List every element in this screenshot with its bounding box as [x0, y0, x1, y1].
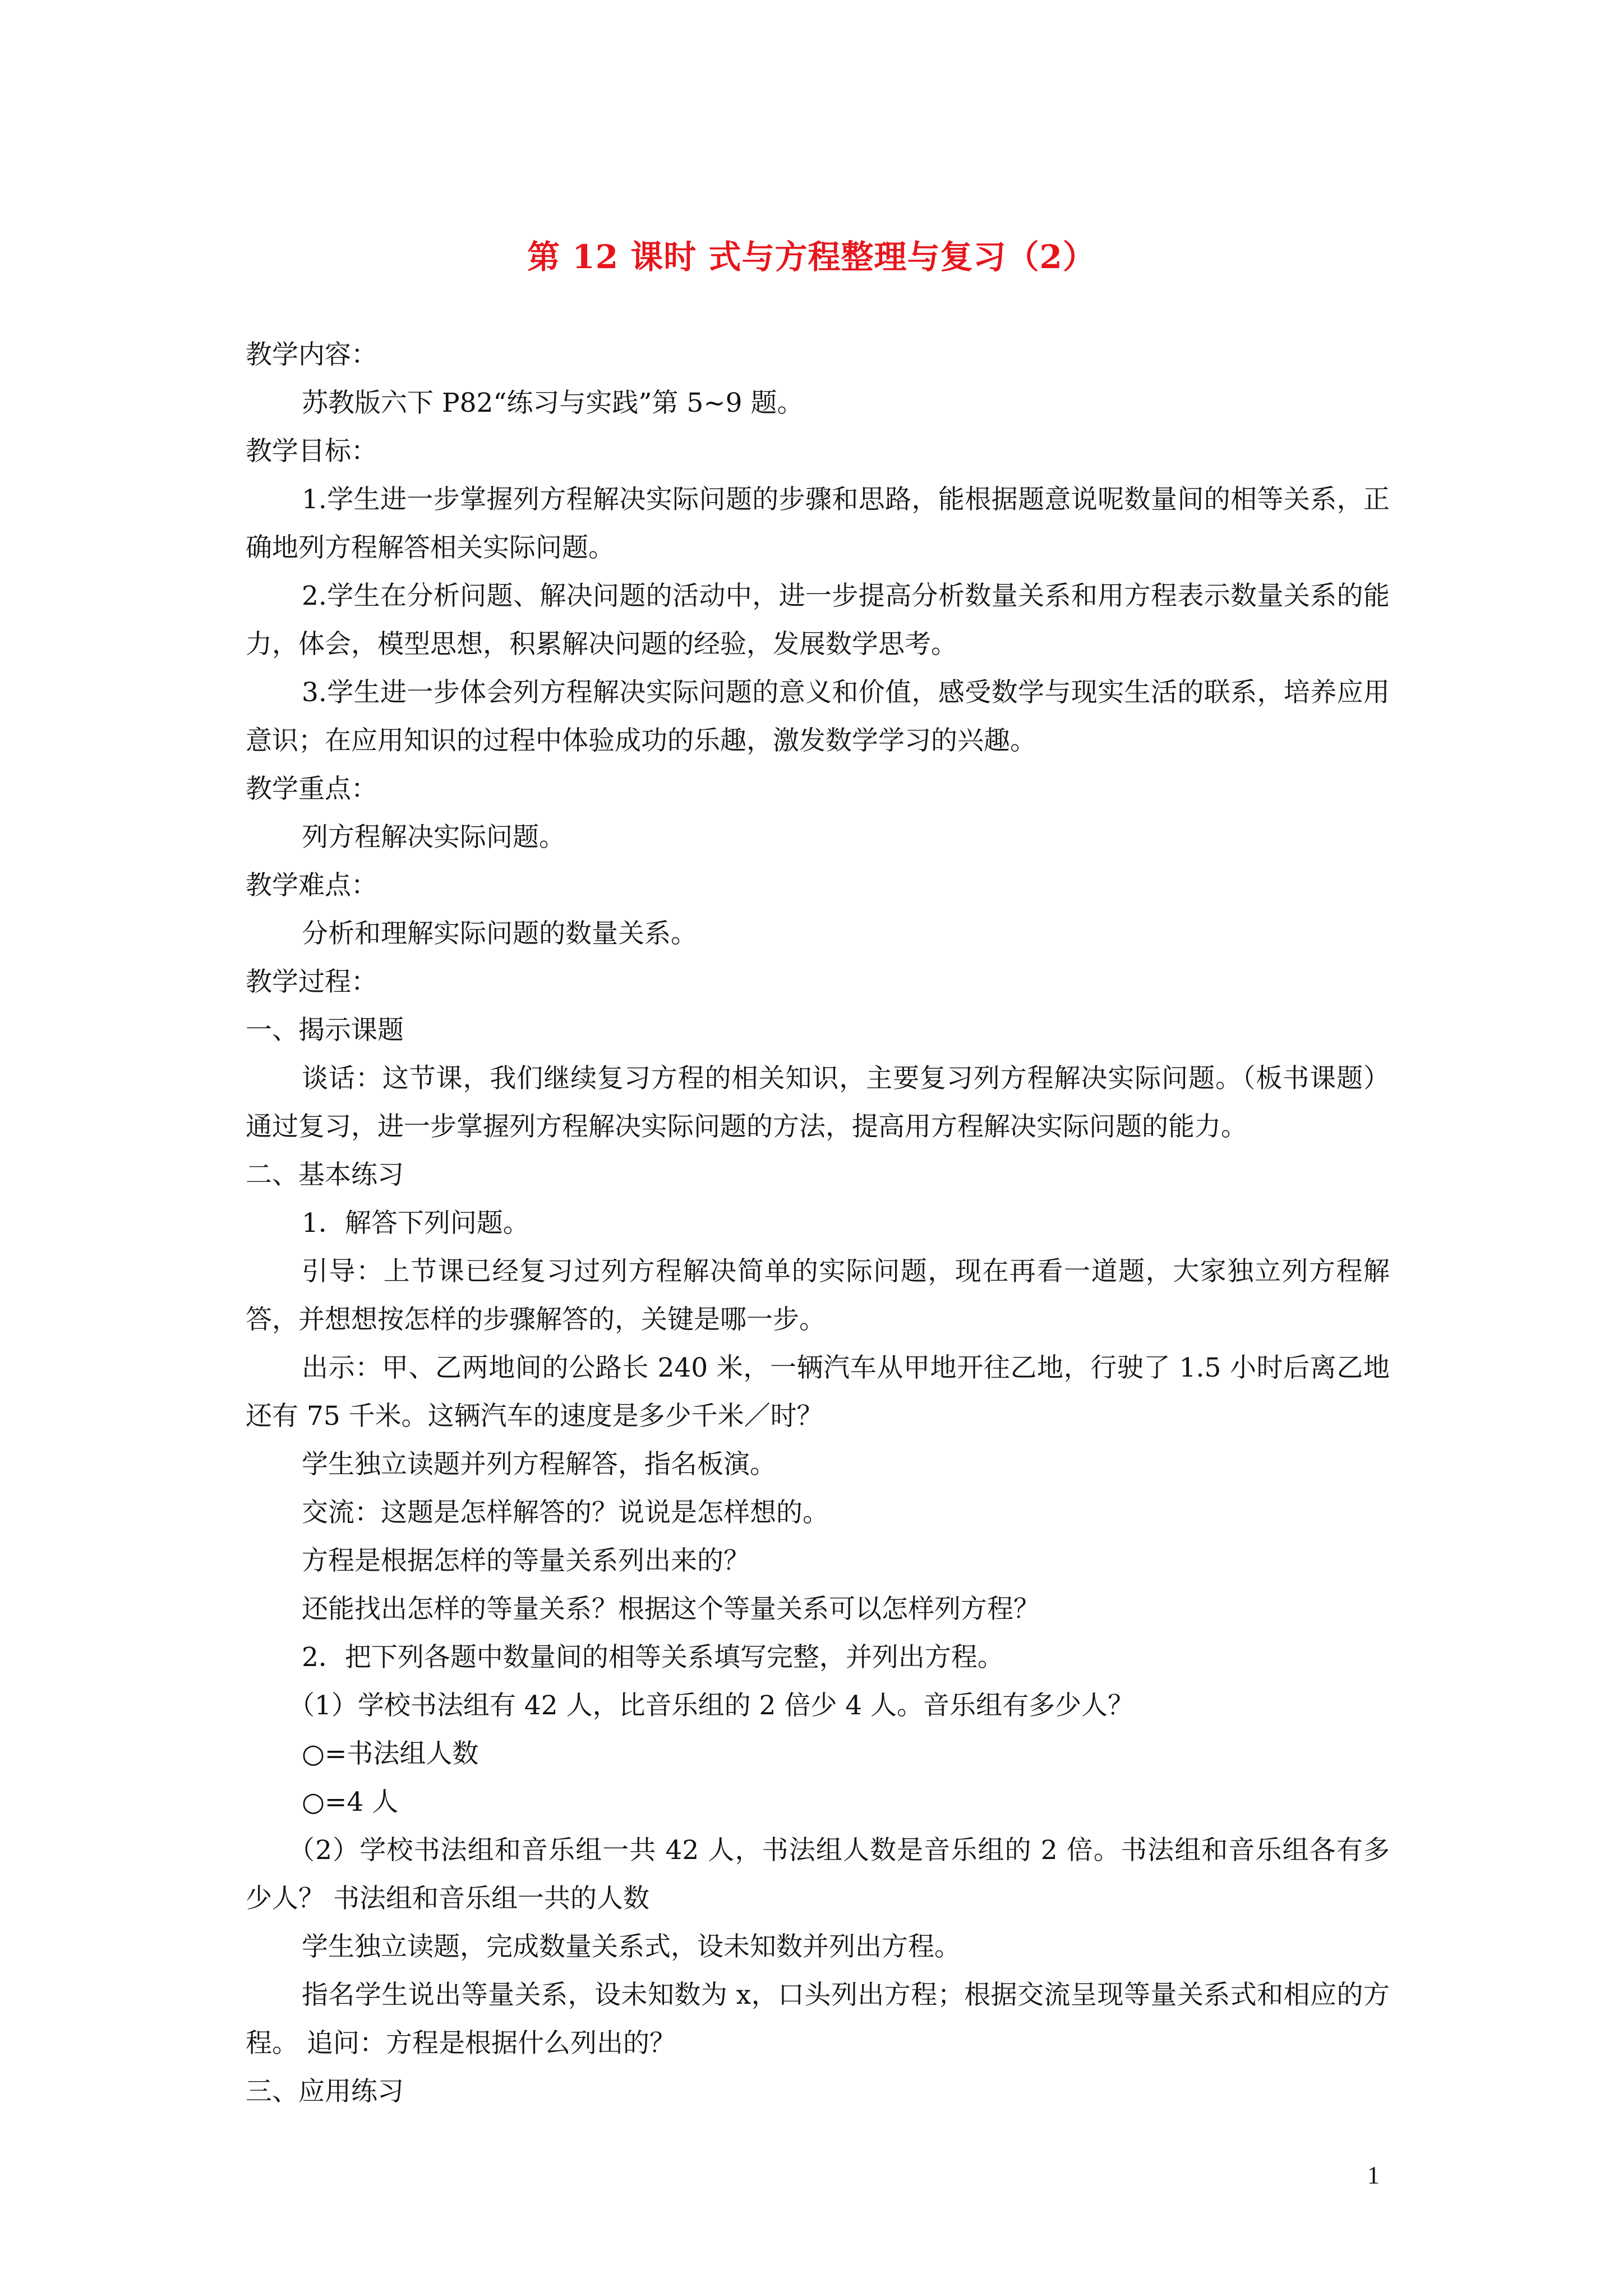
paragraph-difficulties: 分析和理解实际问题的数量关系。 — [302, 918, 697, 949]
paragraph-equation-discussion: 指名学生说出等量关系，设未知数为 x，口头列出方程；根据交流呈现等量关系式和相应的方程。 追问：方程是根据什么列出的？ — [246, 1980, 1390, 2059]
document-body — [246, 331, 1390, 2116]
exercise-1-heading: 1．解答下列问题。 — [302, 1208, 529, 1239]
heading-key-points: 教学重点： — [246, 774, 377, 804]
exercise-2-item-1: （1）学校书法组有 42 人，比音乐组的 2 倍少 4 人。音乐组有多少人？ — [288, 1690, 1135, 1721]
paragraph-textbook-reference: 苏教版六下 P82“练习与实践”第 5~9 题。 — [302, 388, 804, 418]
paragraph-problem-display: 出示：甲、乙两地间的公路长 240 米，一辆汽车从甲地开往乙地，行驶了 1.5 小时后离乙地还有 75 千米。这辆汽车的速度是多少千米／时？ — [246, 1352, 1390, 1432]
exercise-2-item-2: （2）学校书法组和音乐组一共 42 人，书法组人数是音乐组的 2 倍。书法组和音乐组各有多少人？ 书法组和音乐组一共的人数 — [246, 1835, 1390, 1914]
paragraph-key-points: 列方程解决实际问题。 — [302, 822, 565, 853]
paragraph-guidance: 引导：上节课已经复习过列方程解决简单的实际问题，现在再看一道题，大家独立列方程解答，并想想按怎样的步骤解答的，关键是哪一步。 — [246, 1256, 1390, 1335]
paragraph-question-2: 还能找出怎样的等量关系？根据这个等量关系可以怎样列方程？ — [302, 1594, 1040, 1625]
paragraph-student-reading: 学生独立读题，完成数量关系式，设未知数并列出方程。 — [302, 1931, 961, 1962]
exercise-2-heading: 2．把下列各题中数量间的相等关系填写完整，并列出方程。 — [302, 1642, 1004, 1673]
paragraph-goal-3: 3.学生进一步体会列方程解决实际问题的意义和价值，感受数学与现实生活的联系，培养应用意识；在应用知识的过程中体验成功的乐趣，激发数学学习的兴趣。 — [246, 677, 1390, 756]
heading-teaching-process: 教学过程： — [246, 967, 377, 997]
paragraph-intro-talk: 谈话：这节课，我们继续复习方程的相关知识，主要复习列方程解决实际问题。（板书课题） 通过复习，进一步掌握列方程解决实际问题的方法，提高用方程解决实际问题的能力。 — [246, 1063, 1390, 1142]
page-number: 1 — [1367, 2161, 1380, 2189]
paragraph-goal-1: 1.学生进一步掌握列方程解决实际问题的步骤和思路，能根据题意说呢数量间的相等关系，正确地列方程解答相关实际问题。 — [246, 484, 1390, 563]
relation-line-1: ○=书法组人数 — [302, 1738, 479, 1769]
section-heading-3: 三、应用练习 — [246, 2076, 404, 2107]
heading-difficulties: 教学难点： — [246, 870, 377, 901]
relation-line-2: ○=4 人 — [302, 1787, 399, 1818]
document-title: 第 12 课时 式与方程整理与复习（2） — [527, 238, 1096, 276]
paragraph-discussion: 交流：这题是怎样解答的？说说是怎样想的。 — [302, 1497, 829, 1528]
heading-teaching-goals: 教学目标： — [246, 436, 377, 467]
paragraph-student-work: 学生独立读题并列方程解答，指名板演。 — [302, 1449, 776, 1480]
section-heading-2: 二、基本练习 — [246, 1159, 404, 1190]
section-heading-1: 一、揭示课题 — [246, 1015, 404, 1046]
paragraph-question-1: 方程是根据怎样的等量关系列出来的？ — [302, 1545, 750, 1576]
heading-teaching-content: 教学内容： — [246, 339, 377, 370]
paragraph-goal-2: 2.学生在分析问题、解决问题的活动中，进一步提高分析数量关系和用方程表示数量关系的能力，体会，模型思想，积累解决问题的经验，发展数学思考。 — [246, 581, 1390, 660]
